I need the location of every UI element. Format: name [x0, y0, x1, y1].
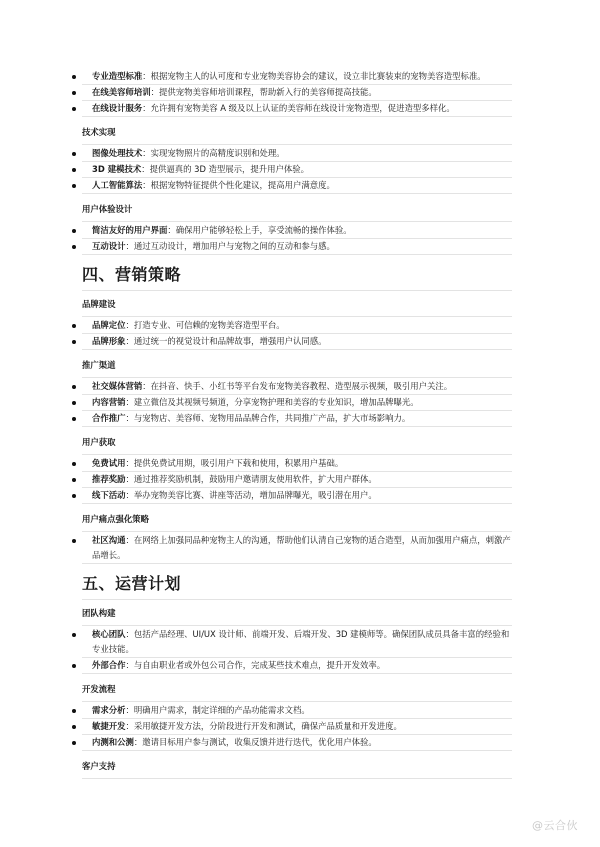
list-item-term: 专业造型标准 — [92, 71, 143, 81]
list-item-text: ：通过推荐奖励机制，鼓励用户邀请朋友使用软件，扩大用户群体。 — [125, 474, 377, 484]
list-item-term: 需求分析 — [92, 705, 126, 715]
list-item — [82, 411, 512, 427]
bullet-list — [82, 68, 512, 119]
list-item-term: 敏捷开发 — [92, 721, 126, 731]
list-item-text: ：与自由职业者或外包公司合作，完成某些技术难点，提升开发效率。 — [125, 660, 386, 670]
list-item-text: ：包括产品经理、UI/UX 设计师、前端开发、后端开发、3D 建模师等。确保团队成员具备丰富的经验和专业技能。 — [92, 629, 510, 654]
list-item-term: 核心团队 — [92, 629, 126, 639]
list-item — [82, 239, 512, 255]
list-item-term: 3D 建模技术 — [92, 164, 142, 174]
list-item-text: ：根据宠物特征提供个性化建议，提高用户满意度。 — [142, 180, 335, 190]
list-item-text: ：通过互动设计，增加用户与宠物之间的互动和参与感。 — [125, 241, 335, 251]
list-item-text: ：提供逼真的 3D 造型展示，提升用户体验。 — [141, 164, 310, 174]
list-item-text: ：邀请目标用户参与测试，收集反馈并进行迭代，优化用户体验。 — [133, 737, 377, 747]
bullet-list — [82, 222, 512, 257]
list-item — [82, 223, 512, 239]
watermark: @云合伙 — [532, 819, 578, 832]
bullet-list — [82, 626, 512, 676]
subsection-heading: 推广渠道 — [82, 352, 512, 378]
list-item — [82, 658, 512, 674]
bullet-list — [82, 702, 512, 753]
list-item-text: ：提供免费试用期，吸引用户下载和使用，积累用户基础。 — [125, 458, 344, 468]
list-item — [82, 178, 512, 194]
subsection-heading: 开发流程 — [82, 676, 512, 702]
list-item-term: 线下活动 — [92, 490, 126, 500]
list-item-text: ：提供宠物美容师培训课程，帮助新入行的美容师提高技能。 — [150, 87, 377, 97]
list-item-term: 互动设计 — [92, 241, 126, 251]
bullet-list — [82, 532, 512, 566]
list-item-term: 在线设计服务 — [92, 103, 143, 113]
bullet-list — [82, 145, 512, 196]
list-item-term: 免费试用 — [92, 458, 126, 468]
list-item-term: 在线美容师培训 — [92, 87, 151, 97]
list-item-term: 图像处理技术 — [92, 148, 143, 158]
subsection-heading: 品牌建设 — [82, 291, 512, 317]
list-item-term: 推荐奖励 — [92, 474, 126, 484]
list-item — [82, 162, 512, 178]
list-item — [82, 146, 512, 162]
bullet-list — [82, 378, 512, 429]
section-heading: 五、运营计划 — [82, 566, 512, 600]
document-page — [82, 68, 512, 779]
subsection-heading: 客户支持 — [82, 753, 512, 779]
subsection-heading: 用户痛点强化策略 — [82, 506, 512, 532]
list-item-term: 合作推广 — [92, 413, 126, 423]
list-item — [82, 627, 512, 658]
list-item — [82, 703, 512, 719]
list-item — [82, 488, 512, 504]
list-item-term: 品牌形象 — [92, 336, 126, 346]
bullet-list — [82, 455, 512, 506]
list-item — [82, 69, 512, 85]
list-item-text: ：在抖音、快手、小红书等平台发布宠物美容教程、造型展示视频，吸引用户关注。 — [142, 381, 453, 391]
list-item — [82, 85, 512, 101]
list-item-text: ：采用敏捷开发方法，分阶段进行开发和测试，确保产品质量和开发进度。 — [125, 721, 402, 731]
list-item — [82, 533, 512, 564]
list-item-text: ：与宠物店、美容师、宠物用品品牌合作，共同推广产品，扩大市场影响力。 — [125, 413, 411, 423]
subsection-heading: 技术实现 — [82, 119, 512, 145]
list-item — [82, 318, 512, 334]
list-item-text: ：在网络上加强同品种宠物主人的沟通，帮助他们认清自己宠物的适合造型，从而加强用户痛点，刺激产品增长。 — [92, 535, 511, 560]
subsection-heading: 用户体验设计 — [82, 196, 512, 222]
list-item-text: ：举办宠物美容比赛、讲座等活动，增加品牌曝光，吸引潜在用户。 — [125, 490, 377, 500]
list-item — [82, 334, 512, 350]
section-heading: 四、营销策略 — [82, 257, 512, 291]
subsection-heading: 团队构建 — [82, 600, 512, 626]
list-item-term: 社交媒体营销 — [92, 381, 143, 391]
list-item — [82, 379, 512, 395]
bullet-list — [82, 317, 512, 352]
list-item-text: ：确保用户能够轻松上手，享受流畅的操作体验。 — [167, 225, 352, 235]
list-item — [82, 472, 512, 488]
list-item-text: ：通过统一的视觉设计和品牌故事，增强用户认同感。 — [125, 336, 327, 346]
list-item-text: ：建立微信及其视频号频道，分享宠物护理和美容的专业知识，增加品牌曝光。 — [125, 397, 419, 407]
list-item-term: 人工智能算法 — [92, 180, 143, 190]
list-item-term: 内容营销 — [92, 397, 126, 407]
list-item-text: ：允许拥有宠物美容 A 级及以上认证的美容师在线设计宠物造型，促进造型多样化。 — [142, 103, 455, 113]
list-item-text: ：打造专业、可信赖的宠物美容造型平台。 — [125, 320, 285, 330]
list-item-term: 外部合作 — [92, 660, 126, 670]
list-item-text: ：根据宠物主人的认可度和专业宠物美容协会的建议，设立非比赛装束的宠物美容造型标准。 — [142, 71, 486, 81]
list-item-term: 社区沟通 — [92, 535, 126, 545]
list-item — [82, 395, 512, 411]
list-item — [82, 456, 512, 472]
list-item — [82, 101, 512, 117]
list-item — [82, 735, 512, 751]
list-item-term: 内测和公测 — [92, 737, 134, 747]
list-item — [82, 719, 512, 735]
list-item-text: ：明确用户需求，制定详细的产品功能需求文档。 — [125, 705, 310, 715]
list-item-term: 品牌定位 — [92, 320, 126, 330]
list-item-term: 简洁友好的用户界面 — [92, 225, 168, 235]
subsection-heading: 用户获取 — [82, 429, 512, 455]
list-item-text: ：实现宠物照片的高精度识别和处理。 — [142, 148, 285, 158]
